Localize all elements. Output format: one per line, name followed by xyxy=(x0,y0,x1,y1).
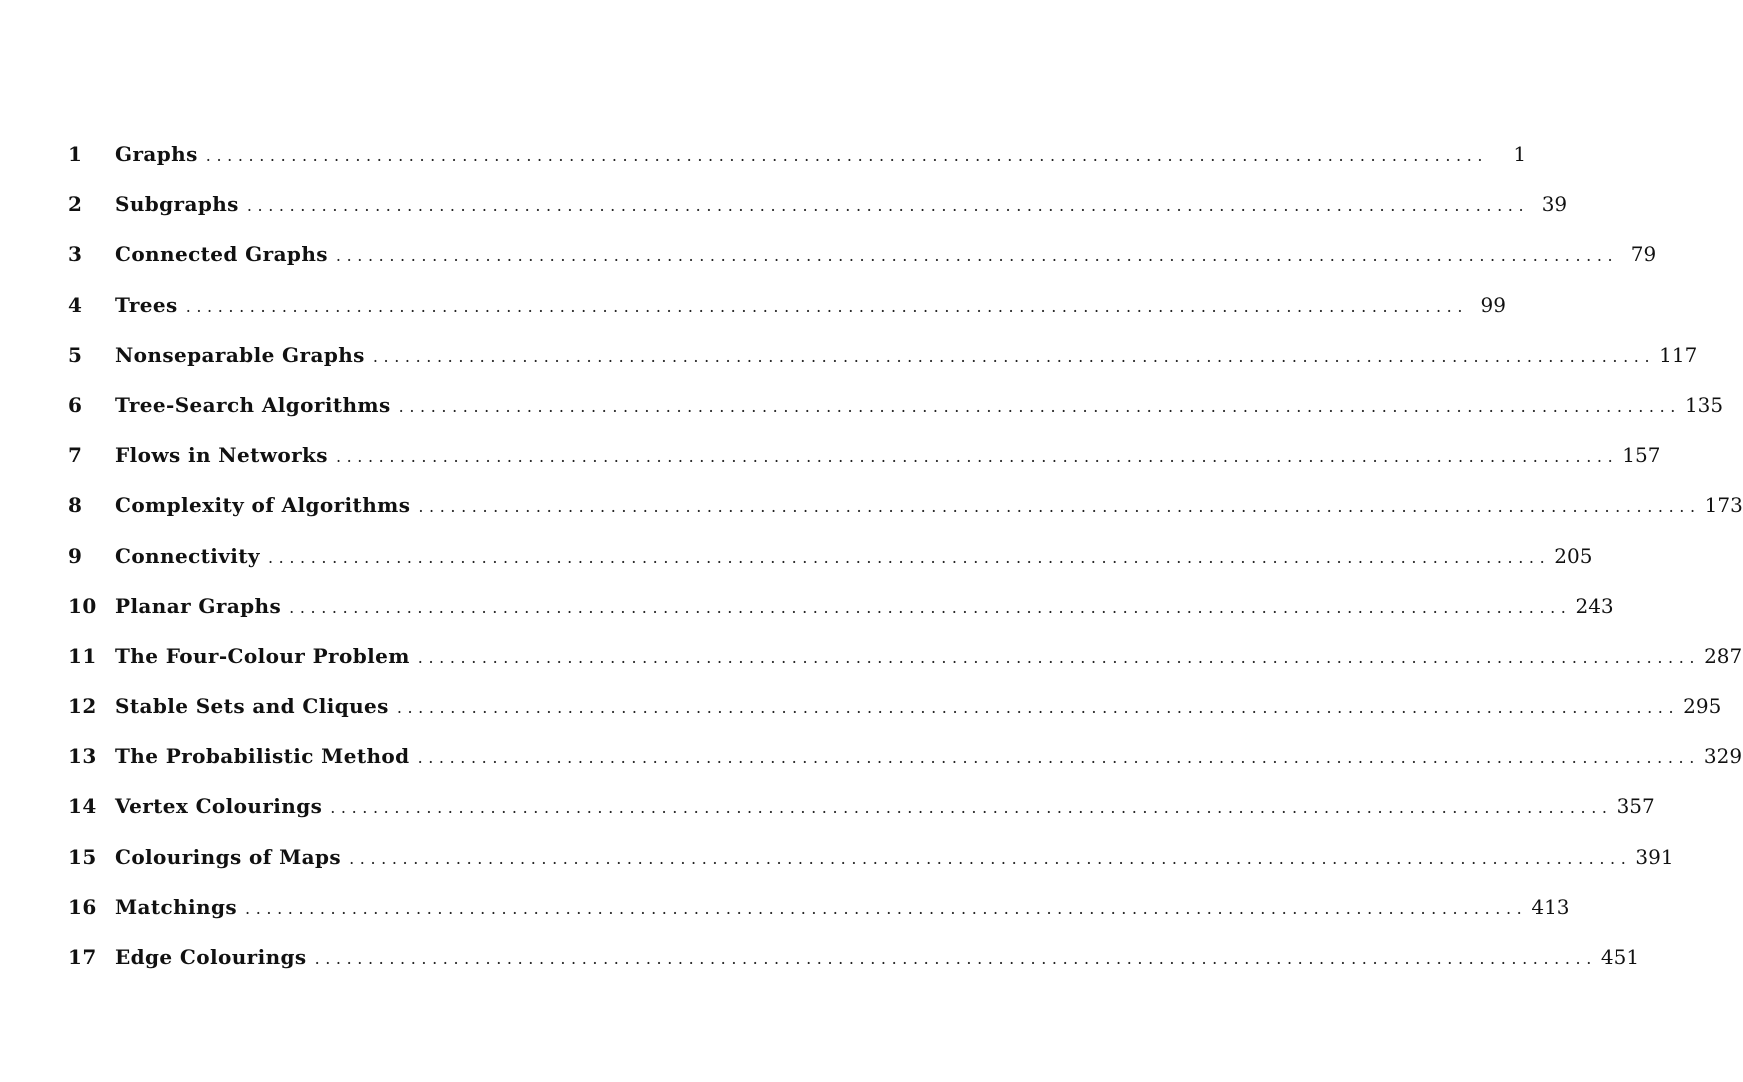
toc-entry xyxy=(68,593,1614,644)
chapter-number: 6 xyxy=(68,392,83,417)
dot-leader: ........................................................................................................................ xyxy=(185,296,1468,316)
toc-entry xyxy=(68,744,1743,794)
page-number: 135 xyxy=(1684,392,1724,417)
toc-entry xyxy=(68,142,1527,192)
page-number: 99 xyxy=(1480,292,1506,317)
chapter-title: Connected Graphs xyxy=(115,242,328,267)
chapter-title: Connectivity xyxy=(115,543,260,568)
dot-leader: ........................................................................................................................ xyxy=(396,698,1680,718)
chapter-number: 1 xyxy=(68,142,83,166)
chapter-number: 15 xyxy=(68,844,97,869)
chapter-number: 8 xyxy=(68,493,83,518)
toc-entry xyxy=(68,342,1698,393)
dot-leader: ........................................................................................................................ xyxy=(418,497,1701,517)
dot-leader: ........................................................................................................................ xyxy=(417,748,1700,768)
chapter-title: Planar Graphs xyxy=(115,593,282,618)
chapter-number: 12 xyxy=(68,694,97,719)
chapter-title: Edge Colourings xyxy=(115,945,307,969)
dot-leader: ........................................................................................................................ xyxy=(335,246,1619,266)
page-number: 117 xyxy=(1659,342,1698,367)
toc-entry xyxy=(68,493,1743,543)
chapter-title: Matchings xyxy=(115,894,238,919)
page-number: 243 xyxy=(1575,593,1614,618)
chapter-number: 10 xyxy=(68,593,97,618)
dot-leader: ........................................................................................................................ xyxy=(330,798,1613,818)
toc-entry xyxy=(68,292,1506,343)
dot-leader: ........................................................................................................................ xyxy=(335,447,1619,467)
chapter-number: 17 xyxy=(68,945,97,969)
chapter-number: 11 xyxy=(68,643,97,668)
chapter-title: Trees xyxy=(115,292,178,317)
page-number: 173 xyxy=(1704,493,1743,518)
chapter-title: Colourings of Maps xyxy=(115,844,342,869)
chapter-title: Vertex Colourings xyxy=(115,794,323,819)
page-number: 357 xyxy=(1616,794,1655,819)
dot-leader: ........................................................................................................................ xyxy=(398,396,1681,416)
toc-entry xyxy=(68,694,1722,744)
chapter-title: Complexity of Algorithms xyxy=(115,493,411,518)
chapter-number: 5 xyxy=(68,342,83,367)
toc-entry xyxy=(68,192,1568,242)
toc-entry xyxy=(68,643,1743,694)
page-number: 413 xyxy=(1531,894,1570,919)
toc-entry xyxy=(68,543,1593,594)
chapter-title: Tree-Search Algorithms xyxy=(115,392,391,417)
dot-leader: ........................................................................................................................ xyxy=(246,196,1530,216)
page-number: 295 xyxy=(1683,694,1722,719)
toc-entry xyxy=(68,443,1661,493)
dot-leader: ........................................................................................................................ xyxy=(267,547,1551,567)
dot-leader: ........................................................................................................................ xyxy=(205,146,1489,165)
page-number: 79 xyxy=(1630,242,1657,267)
dot-leader: ........................................................................................................................ xyxy=(372,346,1656,366)
chapter-title: Stable Sets and Cliques xyxy=(115,694,389,719)
toc-entry xyxy=(68,844,1674,895)
toc-entry xyxy=(68,794,1655,844)
dot-leader: ........................................................................................................................ xyxy=(289,597,1572,617)
chapter-title: Flows in Networks xyxy=(115,443,328,468)
chapter-number: 2 xyxy=(68,192,83,217)
chapter-title: The Probabilistic Method xyxy=(115,744,410,769)
dot-leader: ........................................................................................................................ xyxy=(349,848,1632,868)
page-number: 157 xyxy=(1622,443,1661,468)
chapter-title: The Four-Colour Problem xyxy=(115,643,410,668)
chapter-number: 13 xyxy=(68,744,97,769)
page-number: 391 xyxy=(1635,844,1674,869)
page-number: 39 xyxy=(1541,192,1568,217)
chapter-title: Nonseparable Graphs xyxy=(115,342,365,367)
dot-leader: ........................................................................................................................ xyxy=(245,898,1528,918)
chapter-number: 14 xyxy=(68,794,97,819)
chapter-number: 7 xyxy=(68,443,83,468)
chapter-number: 4 xyxy=(68,292,83,317)
dot-leader: ........................................................................................................................ xyxy=(314,949,1597,968)
page-number: 205 xyxy=(1554,543,1593,568)
chapter-number: 9 xyxy=(68,543,83,568)
toc-entry xyxy=(68,945,1640,995)
page-number: 451 xyxy=(1600,945,1640,969)
toc-entry xyxy=(68,242,1657,292)
page-number: 287 xyxy=(1704,643,1743,668)
chapter-number: 16 xyxy=(68,894,97,919)
toc-entry xyxy=(68,392,1724,443)
dot-leader: ........................................................................................................................ xyxy=(417,647,1701,667)
toc-entry xyxy=(68,894,1570,945)
chapter-title: Graphs xyxy=(115,142,198,166)
page-number: 329 xyxy=(1703,744,1743,769)
chapter-title: Subgraphs xyxy=(115,192,239,217)
page-number: 1 xyxy=(1513,142,1527,166)
chapter-number: 3 xyxy=(68,242,83,267)
table-of-contents xyxy=(68,142,1743,995)
